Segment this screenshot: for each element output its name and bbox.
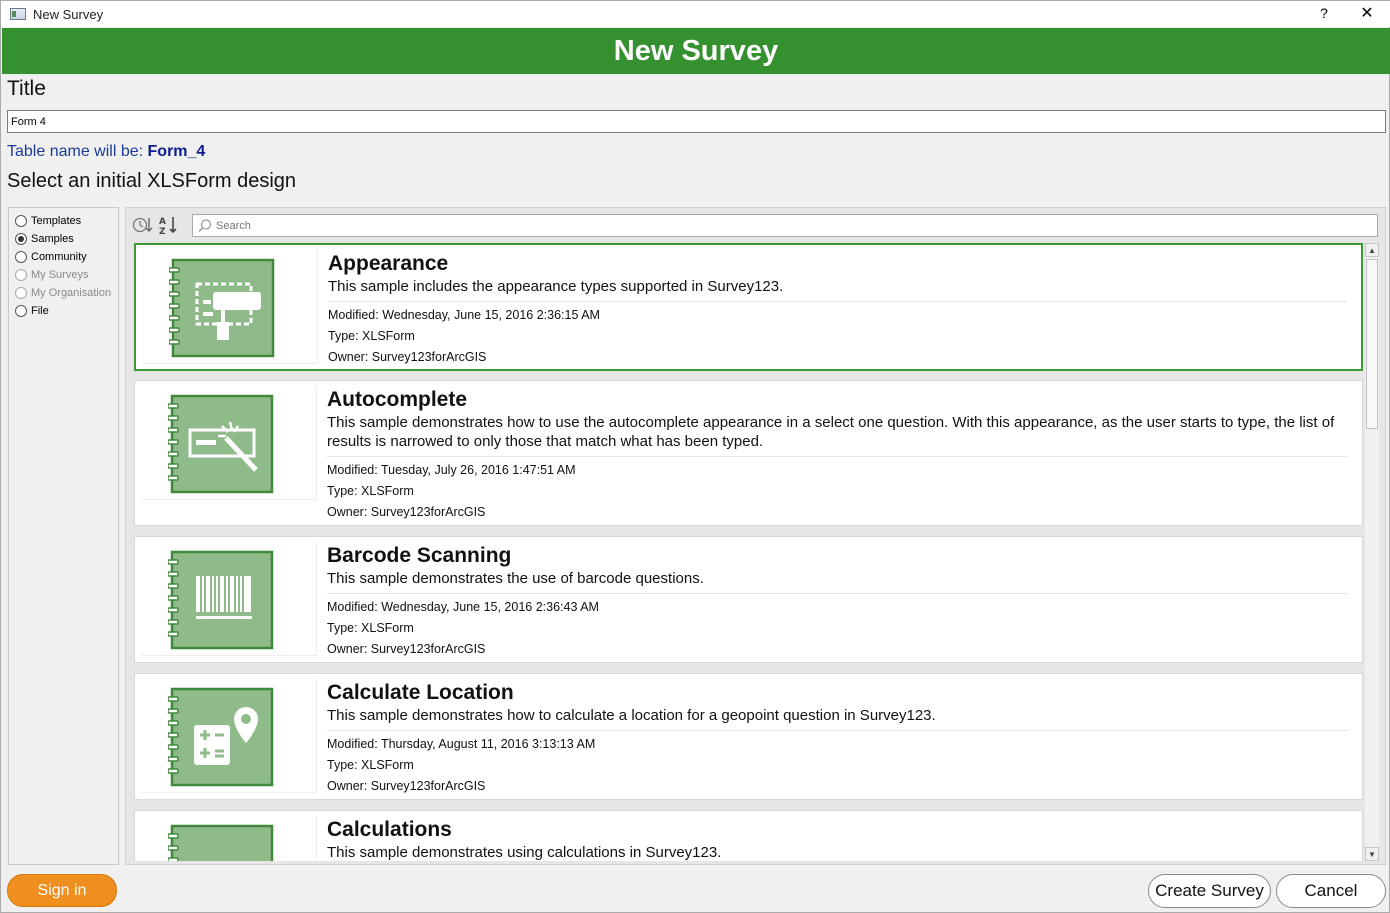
create-survey-button[interactable]: Create Survey bbox=[1148, 874, 1271, 908]
samples-scrollbar[interactable] bbox=[1365, 243, 1379, 861]
app-window-icon bbox=[10, 8, 26, 20]
sort-alphabetical-icon[interactable] bbox=[158, 215, 180, 235]
sample-info bbox=[327, 387, 1348, 523]
sample-thumbnail bbox=[141, 542, 317, 656]
radio-button bbox=[15, 287, 27, 299]
sample-card[interactable] bbox=[134, 380, 1363, 526]
sample-type: Type: XLSForm bbox=[328, 329, 415, 343]
table-name-line bbox=[7, 143, 205, 161]
source-option-label: My Surveys bbox=[31, 269, 89, 281]
sample-thumbnail bbox=[141, 679, 317, 793]
sample-info bbox=[327, 680, 1348, 797]
sample-name: Barcode Scanning bbox=[327, 544, 512, 567]
sample-description: This sample demonstrates how to use the autocomplete appearance in a select one question. With this appearance, as the user starts to type, the list of results is narrowed to only those that match what has been typed. bbox=[327, 413, 1348, 457]
sample-metadata bbox=[327, 734, 1348, 797]
sample-type: Type: XLSForm bbox=[327, 621, 414, 635]
sample-description: This sample demonstrates the use of barcode questions. bbox=[327, 569, 1348, 594]
sample-name: Autocomplete bbox=[327, 388, 468, 411]
sample-card[interactable] bbox=[134, 243, 1363, 371]
page-header: New Survey bbox=[2, 28, 1390, 74]
calculator-icon bbox=[168, 822, 276, 861]
sample-modified: Modified: Wednesday, June 15, 2016 2:36:15 AM bbox=[328, 308, 600, 322]
scrollbar-thumb[interactable] bbox=[1366, 259, 1378, 429]
sort-by-date-icon[interactable] bbox=[132, 215, 154, 235]
radio-button bbox=[15, 269, 27, 281]
search-icon bbox=[197, 218, 213, 234]
source-option bbox=[9, 266, 118, 284]
scroll-down-arrow-icon[interactable]: ▼ bbox=[1365, 847, 1379, 861]
sample-owner: Owner: Survey123forArcGIS bbox=[327, 642, 486, 656]
sample-metadata bbox=[327, 597, 1348, 660]
sample-card[interactable] bbox=[134, 673, 1363, 800]
close-button[interactable]: ✕ bbox=[1360, 5, 1374, 22]
autocomplete-magic-wand-icon bbox=[168, 392, 276, 496]
sample-thumbnail bbox=[141, 816, 317, 861]
sample-type: Type: XLSForm bbox=[327, 758, 414, 772]
source-option-label: My Organisation bbox=[31, 287, 112, 299]
cancel-button[interactable]: Cancel bbox=[1276, 874, 1386, 908]
radio-button[interactable] bbox=[15, 305, 27, 317]
source-option[interactable] bbox=[9, 302, 118, 320]
sample-metadata bbox=[328, 305, 1347, 368]
title-input[interactable] bbox=[7, 110, 1386, 133]
source-option-label: Templates bbox=[31, 215, 82, 227]
sample-thumbnail bbox=[141, 386, 317, 500]
source-selector bbox=[8, 207, 119, 865]
svg-text:A: A bbox=[159, 217, 166, 227]
sort-toolbar bbox=[132, 215, 180, 235]
appearance-paint-roller-icon bbox=[169, 256, 277, 360]
sample-info bbox=[328, 251, 1347, 368]
help-button[interactable]: ? bbox=[1320, 5, 1328, 21]
calculator-location-pin-icon bbox=[168, 685, 276, 789]
sample-description: This sample demonstrates how to calculate a location for a geopoint question in Survey123. bbox=[327, 706, 1348, 731]
sample-owner: Owner: Survey123forArcGIS bbox=[327, 779, 486, 793]
sample-name: Calculate Location bbox=[327, 681, 514, 704]
sample-modified: Modified: Wednesday, June 15, 2016 2:36:43 AM bbox=[327, 600, 599, 614]
sample-modified: Modified: Tuesday, July 26, 2016 1:47:51 AM bbox=[327, 463, 576, 477]
scroll-up-arrow-icon[interactable]: ▲ bbox=[1365, 243, 1379, 257]
source-option[interactable] bbox=[9, 212, 118, 230]
sample-description: This sample includes the appearance types supported in Survey123. bbox=[328, 277, 1347, 302]
barcode-icon bbox=[168, 548, 276, 652]
samples-list bbox=[134, 243, 1364, 861]
sample-description: This sample demonstrates using calculations in Survey123. bbox=[327, 843, 1348, 861]
sample-card[interactable] bbox=[134, 810, 1363, 861]
sample-info bbox=[327, 817, 1348, 861]
source-option[interactable] bbox=[9, 230, 118, 248]
sample-owner: Owner: Survey123forArcGIS bbox=[328, 350, 487, 364]
sample-type: Type: XLSForm bbox=[327, 484, 414, 498]
svg-text:Z: Z bbox=[159, 227, 166, 235]
sample-owner: Owner: Survey123forArcGIS bbox=[327, 505, 486, 519]
sample-metadata bbox=[327, 460, 1348, 523]
design-label: Select an initial XLSForm design bbox=[7, 170, 297, 192]
table-name-prefix: Table name will be: bbox=[7, 143, 148, 160]
table-name-value: Form_4 bbox=[147, 143, 206, 160]
sign-in-button[interactable]: Sign in bbox=[7, 874, 117, 907]
source-option-label: File bbox=[31, 305, 49, 317]
radio-button[interactable] bbox=[15, 215, 27, 227]
search-field[interactable] bbox=[192, 214, 1378, 237]
source-option[interactable] bbox=[9, 248, 118, 266]
radio-button[interactable] bbox=[15, 233, 27, 245]
radio-button[interactable] bbox=[15, 251, 27, 263]
source-option bbox=[9, 284, 118, 302]
source-option-label: Samples bbox=[31, 233, 74, 245]
sample-card[interactable] bbox=[134, 536, 1363, 663]
sample-name: Calculations bbox=[327, 818, 452, 841]
window-title: New Survey bbox=[33, 6, 104, 22]
sample-info bbox=[327, 543, 1348, 660]
samples-panel bbox=[125, 207, 1386, 865]
search-input[interactable] bbox=[216, 220, 1316, 232]
title-label: Title bbox=[7, 77, 46, 100]
source-option-label: Community bbox=[31, 251, 87, 263]
window-titlebar bbox=[1, 1, 1390, 27]
sample-name: Appearance bbox=[328, 252, 449, 275]
sample-modified: Modified: Thursday, August 11, 2016 3:13:13 AM bbox=[327, 737, 596, 751]
sample-thumbnail bbox=[142, 250, 318, 364]
